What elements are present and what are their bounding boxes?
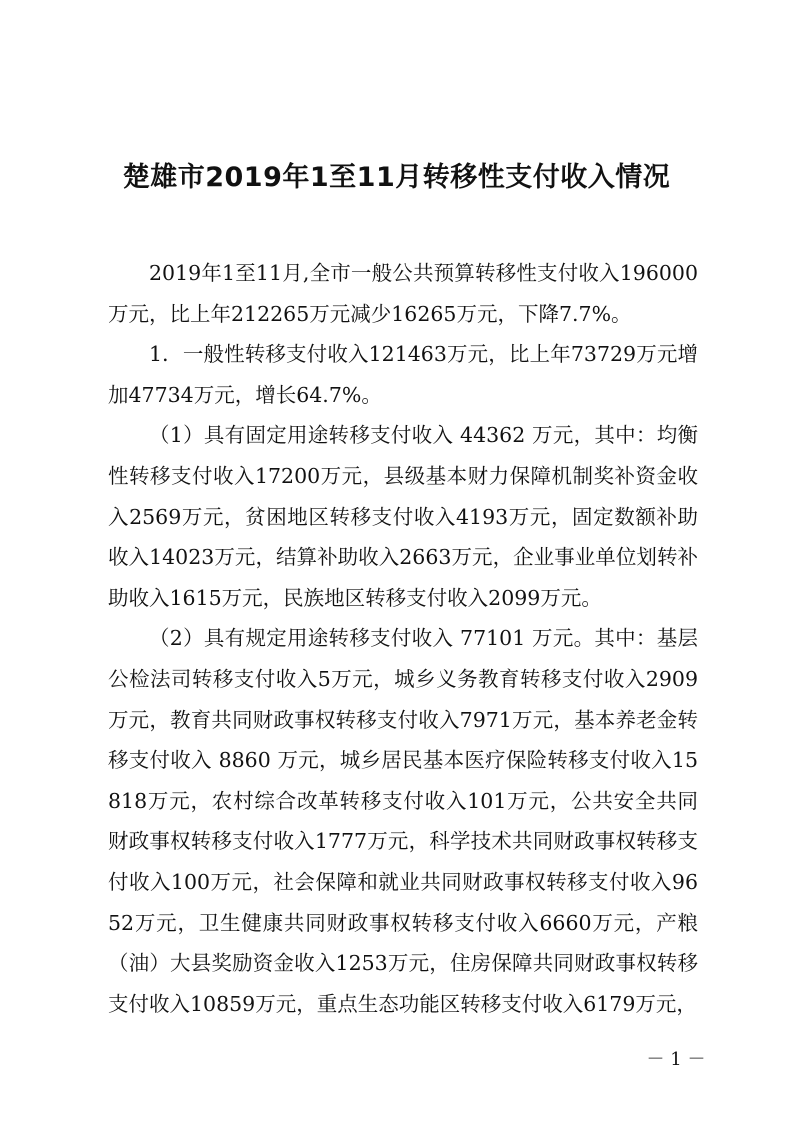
paragraph-specified-purpose-transfer: （2）具有规定用途转移支付收入 77101 万元。其中：基层公检法司转移支付收入5万元，城乡义务教育转移支付收入2909万元，教育共同财政事权转移支付收入7971万元，基本养老金转移支付收入 8860 万元，城乡居民基本医疗保险转移支付收入15818万元，农村综合改革转移支付收入101万元，公共安全共同财政事权转移支付收入1777万元，科学技术共同财政事权转移支付收入100万元，社会保障和就业共同财政事权转移支付收入9652万元，卫生健康共同财政事权转移支付收入6660万元，产粮（油）大县奖励资金收入1253万元，住房保障共同财政事权转移支付收入10859万元，重点生态功能区转移支付收入6179万元， — [108, 626, 698, 1016]
paragraph-summary: 2019年1至11月,全市一般公共预算转移性支付收入196000万元，比上年212265万元减少16265万元，下降7.7%。 — [108, 261, 698, 326]
document-body — [108, 253, 698, 1024]
document-title: 楚雄市2019年1至11月转移性支付收入情况 — [122, 162, 671, 193]
page-number: － 1 － — [646, 1049, 706, 1070]
paragraph-fixed-purpose-transfer: （1）具有固定用途转移支付收入 44362 万元，其中：均衡性转移支付收入17200万元，县级基本财力保障机制奖补资金收入2569万元，贫困地区转移支付收入4193万元，固定数额补助收入14023万元，结算补助收入2663万元，企业事业单位划转补助收入1615万元，民族地区转移支付收入2099万元。 — [108, 423, 698, 610]
paragraph-general-transfer: 1．一般性转移支付收入121463万元，比上年73729万元增加47734万元，增长64.7%。 — [108, 342, 698, 407]
